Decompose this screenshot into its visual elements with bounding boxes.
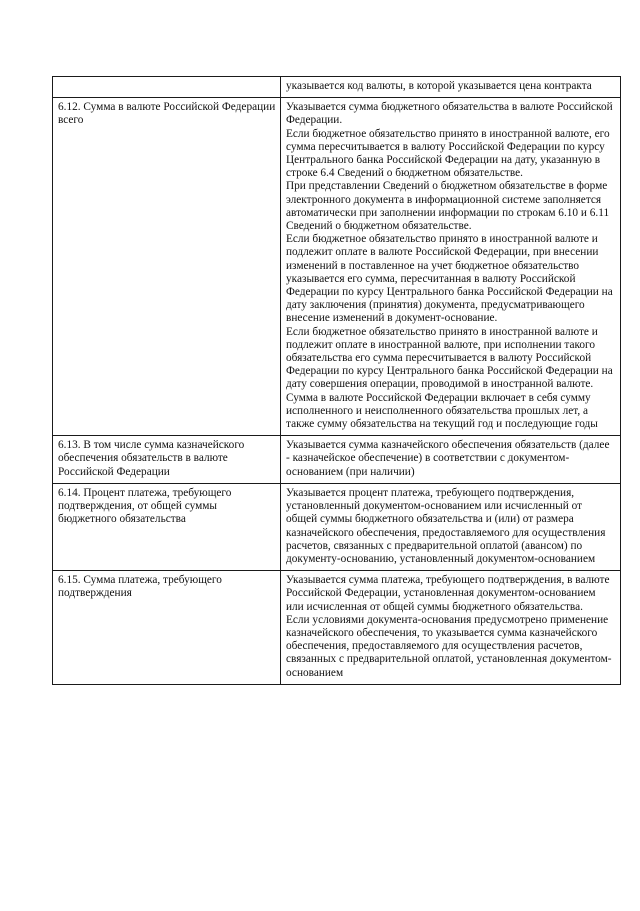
table-row (53, 98, 621, 436)
table-row (53, 571, 621, 685)
row-description-cell (281, 436, 621, 484)
description-paragraph: Если бюджетное обязательство принято в иностранной валюте и подлежит оплате в иностранной валюте, при исполнении такого обязательства его сумма пересчитывается в валюту Российской Федерации по курсу Центрального банка Российской Федерации на дату совершения операции, проводимой в иностранной валюте. (286, 325, 613, 391)
row-description-cell (281, 98, 621, 436)
row-description-cell (281, 571, 621, 685)
row-label-cell (53, 77, 281, 98)
description-paragraph: Если бюджетное обязательство принято в иностранной валюте и подлежит оплате в валюте Российской Федерации, при внесении изменений в поставленное на учет бюджетное обязательство указывается его сумма, пересчитанная в валюту Российской Федерации по курсу Центрального банка Российской Федерации на дату заключения (принятия) документа, предусматривающего внесение изменений в документ-основание. (286, 233, 613, 325)
description-paragraph: указывается код валюты, в которой указывается цена контракта (286, 80, 592, 92)
row-label-cell (53, 436, 281, 484)
specification-table (52, 76, 621, 685)
description-paragraph: Если бюджетное обязательство принято в иностранной валюте, его сумма пересчитывается в валюту Российской Федерации по курсу Центрального банка Российской Федерации на дату, указанную в строке 6.4 Сведений о бюджетном обязательстве. (286, 127, 610, 180)
row-label-cell (53, 98, 281, 436)
description-paragraph: Указывается сумма бюджетного обязательства в валюте Российской Федерации. (286, 101, 613, 127)
table-row (53, 436, 621, 484)
description-paragraph: При представлении Сведений о бюджетном обязательстве в форме электронного документа в информационной системе заполняется автоматически при заполнении информации по строкам 6.10 и 6.11 Сведений о бюджетном обязательстве. (286, 180, 610, 233)
table-row (53, 77, 621, 98)
table-row (53, 483, 621, 570)
row-label: 6.14. Процент платежа, требующего подтверждения, от общей суммы бюджетного обязательства (58, 486, 232, 526)
row-description-cell (281, 77, 621, 98)
row-label: 6.15. Сумма платежа, требующего подтверждения (58, 574, 222, 600)
description-paragraph: Указывается процент платежа, требующего подтверждения, установленный документом-основанием или исчисленный от общей суммы бюджетного обязательства и (или) от размера казначейского обеспечения, предоставляемого для осуществления расчетов, связанных с предварительной оплатой (авансом) по документу-основанию, установленный документом-основанием (286, 486, 606, 565)
description-paragraph: Указывается сумма казначейского обеспечения обязательств (далее - казначейское обеспечение) в соответствии с документом-основанием (при наличии) (286, 439, 610, 478)
description-paragraph: Указывается сумма платежа, требующего подтверждения, в валюте Российской Федерации, установленная документом-основанием или исчисленная от общей суммы бюджетного обязательства. (286, 574, 610, 613)
row-description-cell (281, 483, 621, 570)
description-paragraph: Сумма в валюте Российской Федерации включает в себя сумму исполненного и неисполненного обязательства прошлых лет, а также сумму обязательства на текущий год и последующие годы (286, 391, 598, 431)
row-label-cell (53, 571, 281, 685)
row-label-cell (53, 483, 281, 570)
row-label: 6.12. Сумма в валюте Российской Федерации всего (58, 101, 276, 127)
row-label: 6.13. В том числе сумма казначейского обеспечения обязательств в валюте Российской Федерации (58, 439, 245, 478)
description-paragraph: Если условиями документа-основания предусмотрено применение казначейского обеспечения, то указывается сумма казначейского обеспечения, предоставляемого для осуществления расчетов, связанных с предварительной оплатой, установленная документом-основанием (286, 613, 612, 679)
